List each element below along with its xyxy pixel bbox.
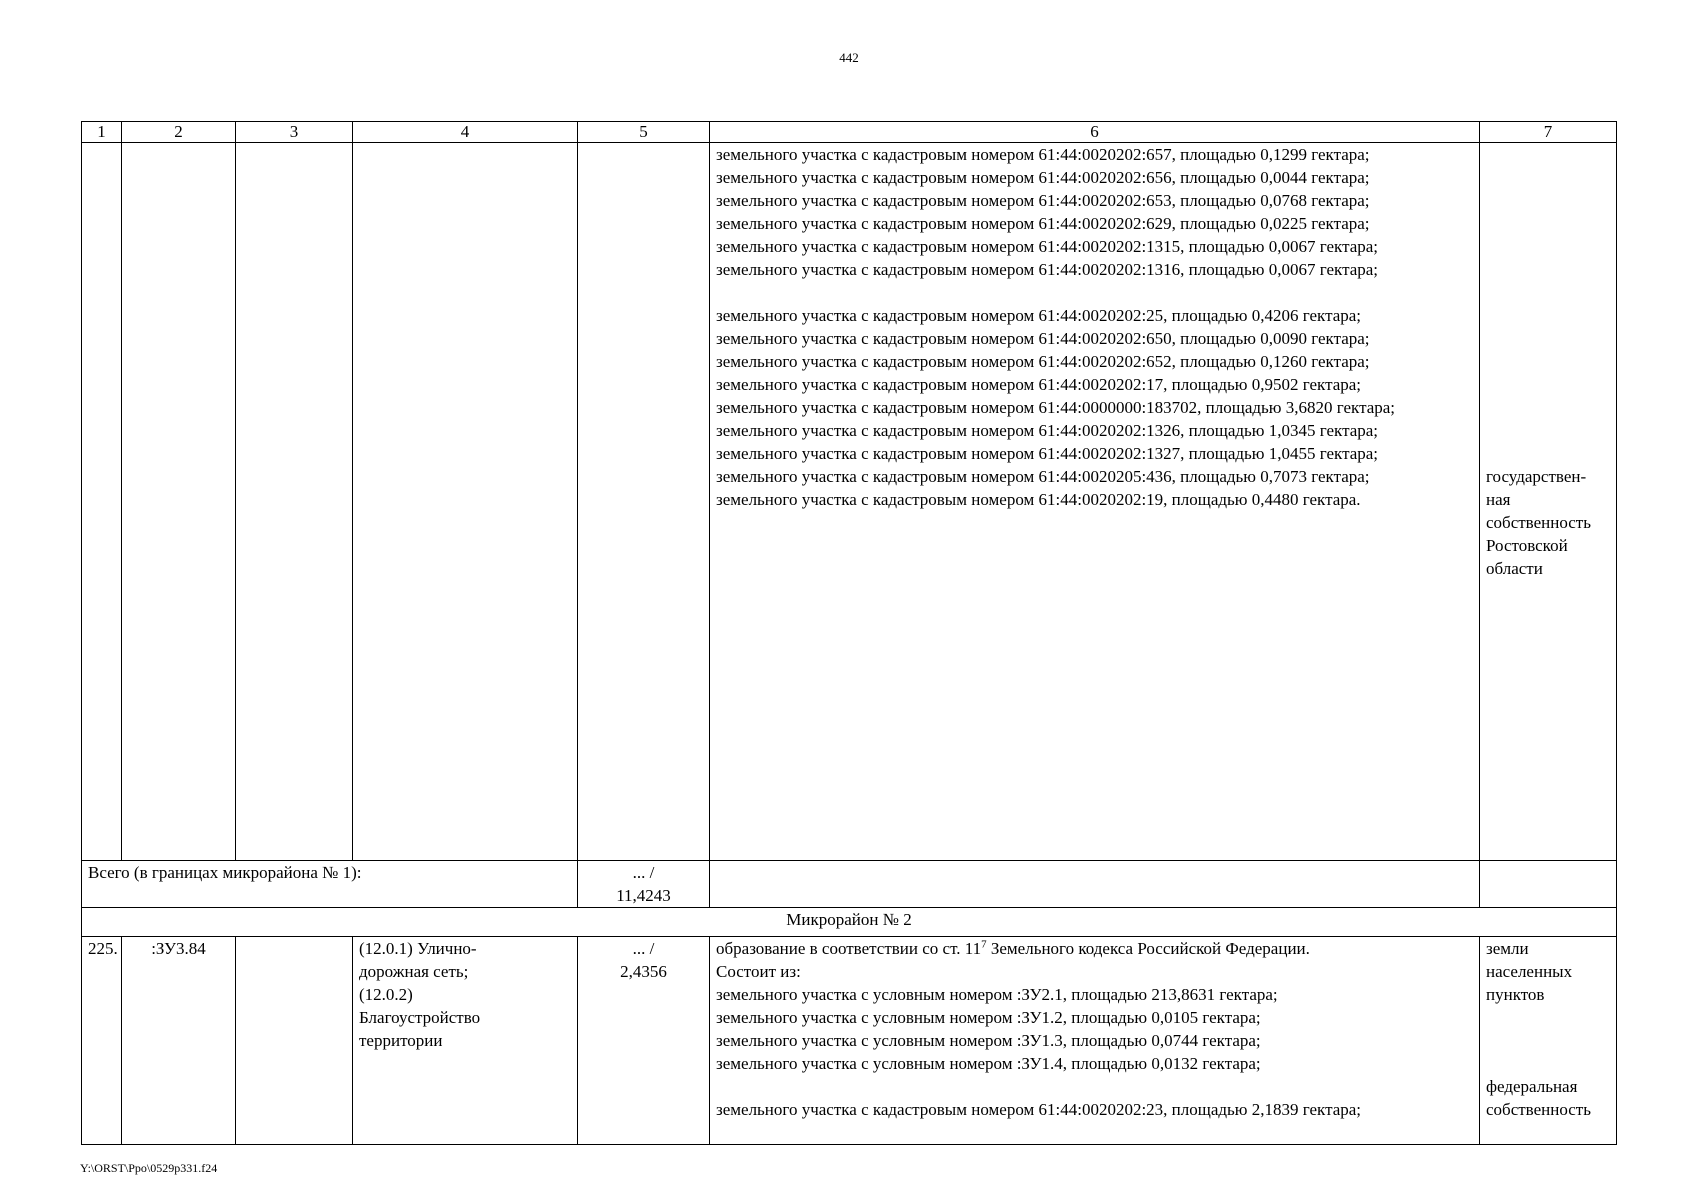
cont-ownership-cell xyxy=(1480,143,1617,861)
area-cell xyxy=(578,937,710,1145)
row-empty-col-3 xyxy=(236,937,353,1145)
use-line: (12.0.2) xyxy=(359,985,413,1004)
ownership-line: области xyxy=(1486,559,1543,578)
parcel-entry: земельного участка с кадастровым номером 61:44:0020202:17, площадью 0,9502 гектара; xyxy=(716,375,1362,394)
use-line: Благоустройство xyxy=(359,1008,481,1027)
row-number: 225. xyxy=(82,937,122,1145)
header-col-6: 6 xyxy=(710,122,1480,143)
federal-line: собственность xyxy=(1486,1100,1591,1119)
ownership-line: собственность xyxy=(1486,513,1591,532)
footer-file-path: Y:\ORST\Ppo\0529p331.f24 xyxy=(80,1161,218,1175)
total-value-line2: 11,4243 xyxy=(616,886,671,905)
parcel-entry: земельного участка с кадастровым номером 61:44:0020205:436, площадью 0,7073 гектара; xyxy=(716,467,1370,486)
formation-main: образование в соответствии со ст. 11 xyxy=(716,939,982,958)
cont-col-5 xyxy=(578,143,710,861)
parcel-entry: земельного участка с кадастровым номером 61:44:0020202:657, площадью 0,1299 гектара; xyxy=(716,145,1370,164)
conditional-parcel: земельного участка с условным номером :ЗУ1.3, площадью 0,0744 гектара; xyxy=(716,1031,1261,1050)
federal-line: федеральная xyxy=(1486,1077,1578,1096)
header-col-3: 3 xyxy=(236,122,353,143)
section-row xyxy=(82,908,1617,937)
category-line: пунктов xyxy=(1486,985,1545,1004)
parcel-entry: земельного участка с кадастровым номером 61:44:0020202:629, площадью 0,0225 гектара; xyxy=(716,214,1370,233)
permitted-use-cell xyxy=(353,937,578,1145)
ownership-line: ная xyxy=(1486,490,1511,509)
formation-text xyxy=(716,937,1473,960)
header-col-5: 5 xyxy=(578,122,710,143)
formation-sup: 7 xyxy=(981,938,987,951)
use-line: территории xyxy=(359,1031,443,1050)
continuation-row xyxy=(82,143,1617,861)
area-line2: 2,4356 xyxy=(620,962,667,981)
category-line: земли xyxy=(1486,939,1529,958)
parcel-entry: земельного участка с кадастровым номером 61:44:0020202:19, площадью 0,4480 гектара. xyxy=(716,490,1361,509)
parcel-entry: земельного участка с кадастровым номером 61:44:0020202:652, площадью 0,1260 гектара; xyxy=(716,352,1370,371)
table-row xyxy=(82,937,1617,1145)
parcel-entry: земельного участка с кадастровым номером 61:44:0000000:183702, площадью 3,6820 гектара; xyxy=(716,398,1396,417)
total-empty-7 xyxy=(1480,861,1617,908)
ownership-line: Ростовской xyxy=(1486,536,1568,555)
formation-rest: Земельного кодекса Российской Федерации. xyxy=(986,939,1310,958)
header-col-7: 7 xyxy=(1480,122,1617,143)
parcel-entry: земельного участка с кадастровым номером 61:44:0020202:653, площадью 0,0768 гектара; xyxy=(716,191,1370,210)
parcel-entry: земельного участка с кадастровым номером 61:44:0020202:1326, площадью 1,0345 гектара; xyxy=(716,421,1379,440)
parcel-entry: земельного участка с кадастровым номером 61:44:0020202:656, площадью 0,0044 гектара; xyxy=(716,168,1370,187)
category-cell xyxy=(1480,937,1617,1145)
total-label: Всего (в границах микрорайона № 1): xyxy=(82,861,578,908)
cont-col-2 xyxy=(122,143,236,861)
ownership-line: государствен- xyxy=(1486,467,1587,486)
total-value-line1: ... / xyxy=(632,863,655,882)
header-col-1: 1 xyxy=(82,122,122,143)
use-line: (12.0.1) Улично- xyxy=(359,939,477,958)
area-line1: ... / xyxy=(632,939,655,958)
section-title: Микрорайон № 2 xyxy=(82,908,1617,937)
total-empty-6 xyxy=(710,861,1480,908)
cadastral-parcel: земельного участка с кадастровым номером 61:44:0020202:23, площадью 2,1839 гектара; xyxy=(716,1100,1362,1119)
composition-cell xyxy=(710,937,1480,1145)
page-number: 442 xyxy=(839,50,859,65)
column-number-header xyxy=(82,122,1617,143)
parcel-entry: земельного участка с кадастровым номером 61:44:0020202:1327, площадью 1,0455 гектара; xyxy=(716,444,1379,463)
total-value xyxy=(578,861,710,908)
header-col-4: 4 xyxy=(353,122,578,143)
cont-col-3 xyxy=(236,143,353,861)
land-parcel-table xyxy=(81,121,1617,1145)
parcel-entry: земельного участка с кадастровым номером 61:44:0020202:1316, площадью 0,0067 гектара; xyxy=(716,260,1379,279)
parcel-entry: земельного участка с кадастровым номером 61:44:0020202:1315, площадью 0,0067 гектара; xyxy=(716,237,1379,256)
conditional-parcel: земельного участка с условным номером :ЗУ2.1, площадью 213,8631 гектара; xyxy=(716,985,1278,1004)
total-row xyxy=(82,861,1617,908)
use-line: дорожная сеть; xyxy=(359,962,469,981)
header-col-2: 2 xyxy=(122,122,236,143)
conditional-parcel: земельного участка с условным номером :ЗУ1.4, площадью 0,0132 гектара; xyxy=(716,1054,1261,1073)
parcel-entry: земельного участка с кадастровым номером 61:44:0020202:650, площадью 0,0090 гектара; xyxy=(716,329,1370,348)
cont-col-1 xyxy=(82,143,122,861)
cont-composition-cell xyxy=(710,143,1480,861)
parcel-entry: земельного участка с кадастровым номером 61:44:0020202:25, площадью 0,4206 гектара; xyxy=(716,306,1362,325)
category-line: населенных xyxy=(1486,962,1573,981)
conditional-parcel: земельного участка с условным номером :ЗУ1.2, площадью 0,0105 гектара; xyxy=(716,1008,1261,1027)
parcel-code: :ЗУ3.84 xyxy=(122,937,236,1145)
cont-col-4 xyxy=(353,143,578,861)
consists-label: Состоит из: xyxy=(716,962,801,981)
